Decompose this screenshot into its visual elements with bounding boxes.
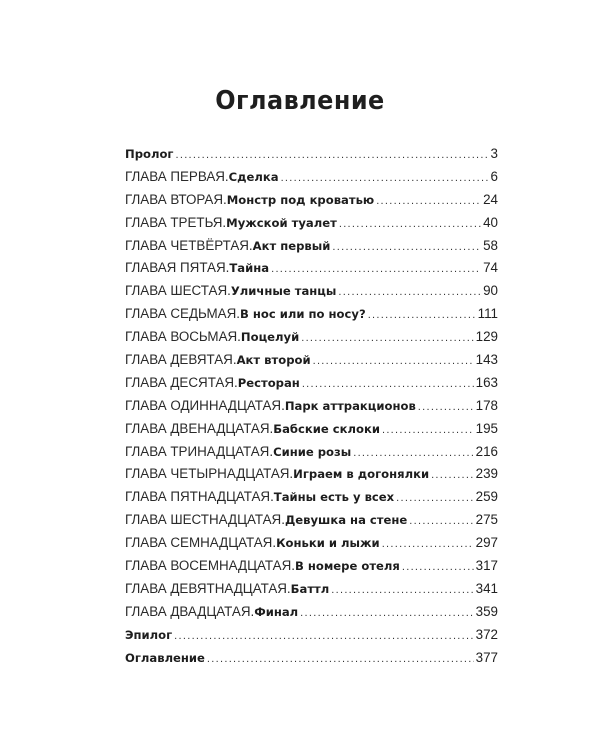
page-number: 111 — [477, 306, 498, 322]
chapter-title: Финал — [254, 604, 299, 619]
dot-leader — [339, 213, 481, 236]
dot-leader — [382, 419, 474, 442]
dot-leader — [431, 464, 474, 487]
chapter-title: Монстр под кроватью — [226, 192, 375, 207]
chapter-title: В нос или по носу? — [240, 307, 366, 322]
page-number: 6 — [490, 168, 498, 184]
page-number: 341 — [475, 580, 498, 596]
chapter-number-label: ГЛАВА ЧЕТЫРНАДЦАТАЯ. — [125, 466, 294, 482]
dot-leader — [368, 304, 476, 327]
page-number: 372 — [475, 626, 498, 642]
chapter-title: Девушка на стене — [284, 513, 408, 528]
page-number: 195 — [475, 420, 498, 436]
page-number: 3 — [490, 146, 498, 161]
page-number: 275 — [475, 512, 498, 528]
chapter-number-label: ГЛАВАЯ ПЯТАЯ. — [125, 260, 230, 276]
chapter-title: Коньки и лыжи — [276, 536, 380, 551]
dot-leader — [207, 648, 474, 671]
chapter-number-label: ГЛАВА ВТОРАЯ. — [125, 191, 227, 207]
chapter-number-label: ГЛАВА ТРИНАДЦАТАЯ. — [125, 443, 274, 459]
page-number: 90 — [483, 283, 498, 299]
chapter-number-label: ГЛАВА СЕМНАДЦАТАЯ. — [125, 535, 277, 551]
chapter-title: Мужской туалет — [226, 215, 337, 230]
page-number: 216 — [475, 443, 498, 459]
toc-entry[interactable] — [125, 235, 498, 258]
chapter-number-label: ГЛАВА ОДИННАДЦАТАЯ. — [125, 397, 285, 413]
chapter-number-label: ГЛАВА ТРЕТЬЯ. — [125, 214, 227, 230]
chapter-number-label: ГЛАВА ДВАДЦАТАЯ. — [125, 603, 255, 619]
toc-entry[interactable] — [125, 532, 498, 555]
dot-leader — [271, 258, 481, 281]
toc-entry[interactable] — [125, 647, 498, 670]
page-number: 24 — [483, 191, 498, 207]
chapter-title: Баттл — [290, 581, 330, 596]
dot-leader — [409, 510, 473, 533]
toc-entry[interactable] — [125, 463, 498, 486]
toc-entry[interactable] — [125, 418, 498, 441]
page-number: 178 — [475, 397, 498, 413]
chapter-number-label: ГЛАВА ДЕВЯТАЯ. — [125, 352, 237, 368]
chapter-number-label: ГЛАВА ПЯТНАДЦАТАЯ. — [125, 489, 274, 505]
toc-entry[interactable] — [125, 143, 498, 166]
dot-leader — [301, 327, 473, 350]
chapter-number-label: ГЛАВА СЕДЬМАЯ. — [125, 306, 240, 322]
page-number: 40 — [483, 214, 498, 230]
page-number: 317 — [475, 558, 498, 574]
chapter-title: Акт первый — [252, 238, 331, 253]
chapter-title: Эпилог — [125, 627, 173, 642]
toc-entry[interactable] — [125, 166, 498, 189]
chapter-title: Синие розы — [273, 444, 352, 459]
chapter-title: Бабские склоки — [273, 421, 380, 436]
dot-leader — [402, 556, 474, 579]
toc-entry[interactable] — [125, 441, 498, 464]
toc-entry[interactable] — [125, 349, 498, 372]
dot-leader — [396, 487, 474, 510]
toc-entry[interactable] — [125, 601, 498, 624]
dot-leader — [300, 602, 473, 625]
toc-entry[interactable] — [125, 395, 498, 418]
chapter-number-label: ГЛАВА ВОСЕМНАДЦАТАЯ. — [125, 558, 295, 574]
page-number: 259 — [475, 489, 498, 505]
toc-entry[interactable] — [125, 303, 498, 326]
page-number: 143 — [475, 352, 498, 368]
chapter-title: Ресторан — [237, 375, 300, 390]
chapter-title: Играем в догонялки — [293, 467, 430, 482]
page-number: 163 — [475, 374, 498, 390]
dot-leader — [313, 350, 474, 373]
dot-leader — [382, 533, 474, 556]
toc-entry[interactable] — [125, 189, 498, 212]
chapter-number-label: ГЛАВА ДВЕНАДЦАТАЯ. — [125, 420, 274, 436]
chapter-title: Парк аттракционов — [284, 398, 416, 413]
dot-leader — [332, 236, 481, 259]
toc-entry[interactable] — [125, 486, 498, 509]
page-number: 297 — [475, 535, 498, 551]
toc-entry[interactable] — [125, 212, 498, 235]
toc-entry[interactable] — [125, 280, 498, 303]
page-number: 129 — [475, 329, 498, 345]
chapter-number-label: ГЛАВА ПЕРВАЯ. — [125, 168, 229, 184]
page-number: 239 — [475, 466, 498, 482]
chapter-title: Уличные танцы — [230, 284, 337, 299]
chapter-number-label: ГЛАВА ВОСЬМАЯ. — [125, 329, 241, 345]
chapter-title: Тайна — [229, 261, 270, 276]
page-number: 377 — [475, 649, 498, 665]
chapter-number-label: ГЛАВА ДЕСЯТАЯ. — [125, 374, 238, 390]
toc-entry[interactable] — [125, 326, 498, 349]
chapter-title: Пролог — [125, 147, 174, 161]
chapter-title: Оглавление — [125, 650, 205, 665]
toc-entry[interactable] — [125, 257, 498, 280]
toc-entry[interactable] — [125, 578, 498, 601]
page-number: 58 — [483, 237, 498, 253]
chapter-number-label: ГЛАВА ШЕСТАЯ. — [125, 283, 231, 299]
dot-leader — [353, 442, 473, 465]
dot-leader — [331, 579, 473, 602]
chapter-title: Тайны есть у всех — [273, 490, 395, 505]
chapter-number-label: ГЛАВА ДЕВЯТНАДЦАТАЯ. — [125, 580, 291, 596]
chapter-title: Акт второй — [236, 353, 311, 368]
toc-entry[interactable] — [125, 624, 498, 647]
dot-leader — [302, 373, 474, 396]
chapter-number-label: ГЛАВА ШЕСТНАДЦАТАЯ. — [125, 512, 285, 528]
table-of-contents — [125, 143, 498, 669]
toc-entry[interactable] — [125, 372, 498, 395]
page-number: 74 — [483, 260, 498, 276]
dot-leader — [338, 281, 481, 304]
page-title: Оглавление — [215, 86, 385, 116]
dot-leader — [175, 144, 488, 167]
toc-entry[interactable] — [125, 509, 498, 532]
dot-leader — [281, 167, 489, 190]
toc-entry[interactable] — [125, 555, 498, 578]
dot-leader — [418, 396, 474, 419]
chapter-number-label: ГЛАВА ЧЕТВЁРТАЯ. — [125, 237, 253, 253]
chapter-title: Поцелуй — [240, 330, 300, 345]
dot-leader — [376, 190, 481, 213]
chapter-title: В номере отеля — [294, 559, 400, 574]
page-number: 359 — [475, 603, 498, 619]
chapter-title: Сделка — [228, 169, 279, 184]
dot-leader — [174, 625, 474, 648]
